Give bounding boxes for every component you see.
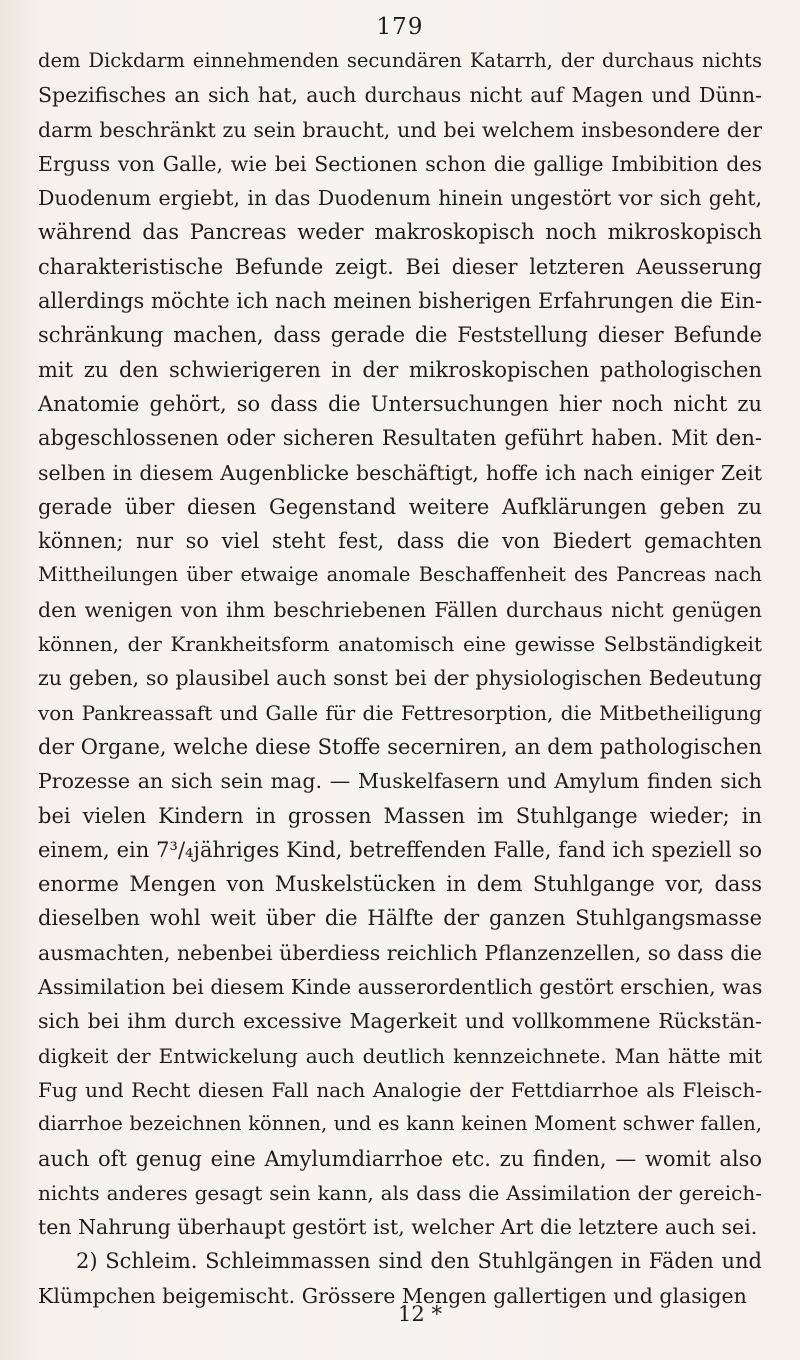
text-line: Erguss von Galle, wie bei Sectionen schon die gallige Imbibition des: [38, 151, 762, 176]
text-line: Klümpchen beigemischt. Grössere Mengen gallertigen und glasigen: [38, 1283, 747, 1308]
printer-signature-mark: 12 *: [398, 1302, 442, 1326]
text-line: charakteristische Befunde zeigt. Bei dieser letzteren Aeusserung: [38, 254, 762, 279]
text-line: Prozesse an sich sein mag. — Muskelfasern und Amylum finden sich: [38, 769, 762, 794]
text-line: von Pankreassaft und Galle für die Fettresorption, die Mitbetheiligung: [38, 700, 762, 725]
text-line: nichts anderes gesagt sein kann, als dass die Assimilation der gereich-: [38, 1180, 762, 1205]
text-line: bei vielen Kindern in grossen Massen im Stuhlgange wieder; in: [38, 803, 762, 828]
text-line: sich bei ihm durch excessive Magerkeit und vollkommene Rückstän-: [38, 1009, 762, 1034]
text-line: können, der Krankheitsform anatomisch eine gewisse Selbständigkeit: [38, 632, 762, 657]
text-line: darm beschränkt zu sein braucht, und bei welchem insbesondere der: [38, 117, 762, 142]
text-line: enorme Mengen von Muskelstücken in dem Stuhlgange vor, dass: [38, 872, 762, 897]
text-line: digkeit der Entwickelung auch deutlich kennzeichnete. Man hätte mit: [38, 1043, 762, 1068]
body-text: [38, 44, 762, 1313]
text-line: allerdings möchte ich nach meinen bisherigen Erfahrungen die Ein-: [38, 289, 763, 314]
text-line: 2) Schleim. Schleimmassen sind den Stuhlgängen in Fäden und: [76, 1249, 762, 1274]
text-line: den wenigen von ihm beschriebenen Fällen durchaus nicht genügen: [38, 597, 762, 622]
text-line: einem, ein 7³/₄jähriges Kind, betreffenden Falle, fand ich speziell so: [38, 837, 762, 862]
text-line: zu geben, so plausibel auch sonst bei der physiologischen Bedeutung: [38, 666, 762, 691]
text-line: ten Nahrung überhaupt gestört ist, welcher Art die letztere auch sei.: [38, 1215, 758, 1240]
text-line: mit zu den schwierigeren in der mikroskopischen pathologischen: [38, 357, 762, 382]
text-line: Fug und Recht diesen Fall nach Analogie der Fettdiarrhoe als Fleisch-: [38, 1077, 762, 1102]
text-line: schränkung machen, dass gerade die Feststellung dieser Befunde: [38, 323, 762, 348]
text-line: dieselben wohl weit über die Hälfte der ganzen Stuhlgangsmasse: [38, 906, 762, 931]
text-line: selben in diesem Augenblicke beschäftigt, hoffe ich nach einiger Zeit: [38, 460, 762, 485]
page-number: 179: [376, 14, 424, 40]
text-line: dem Dickdarm einnehmenden secundären Katarrh, der durchaus nichts: [38, 49, 762, 72]
text-line: der Organe, welche diese Stoffe secerniren, an dem pathologischen: [38, 734, 762, 759]
text-line: Duodenum ergiebt, in das Duodenum hinein ungestört vor sich geht,: [38, 186, 762, 211]
text-line: ausmachten, nebenbei überdiess reichlich Pflanzenzellen, so dass die: [38, 940, 762, 965]
text-line: Spezifisches an sich hat, auch durchaus nicht auf Magen und Dünn-: [38, 83, 762, 108]
text-line: gerade über diesen Gegenstand weitere Aufklärungen geben zu: [38, 494, 762, 519]
text-line: Assimilation bei diesem Kinde ausserordentlich gestört erschien, was: [38, 975, 763, 1000]
text-line: diarrhoe bezeichnen können, und es kann keinen Moment schwer fallen,: [38, 1112, 762, 1136]
text-line: abgeschlossenen oder sicheren Resultaten geführt haben. Mit den-: [38, 426, 762, 451]
text-line: können; nur so viel steht fest, dass die von Biedert gemachten: [38, 529, 762, 554]
text-line: auch oft genug eine Amylumdiarrhoe etc. zu finden, — womit also: [38, 1146, 762, 1171]
text-line: während das Pancreas weder makroskopisch noch mikroskopisch: [38, 220, 762, 245]
text-line: Anatomie gehört, so dass die Untersuchungen hier noch nicht zu: [38, 391, 762, 416]
text-line: Mittheilungen über etwaige anomale Beschaffenheit des Pancreas nach: [38, 563, 762, 587]
